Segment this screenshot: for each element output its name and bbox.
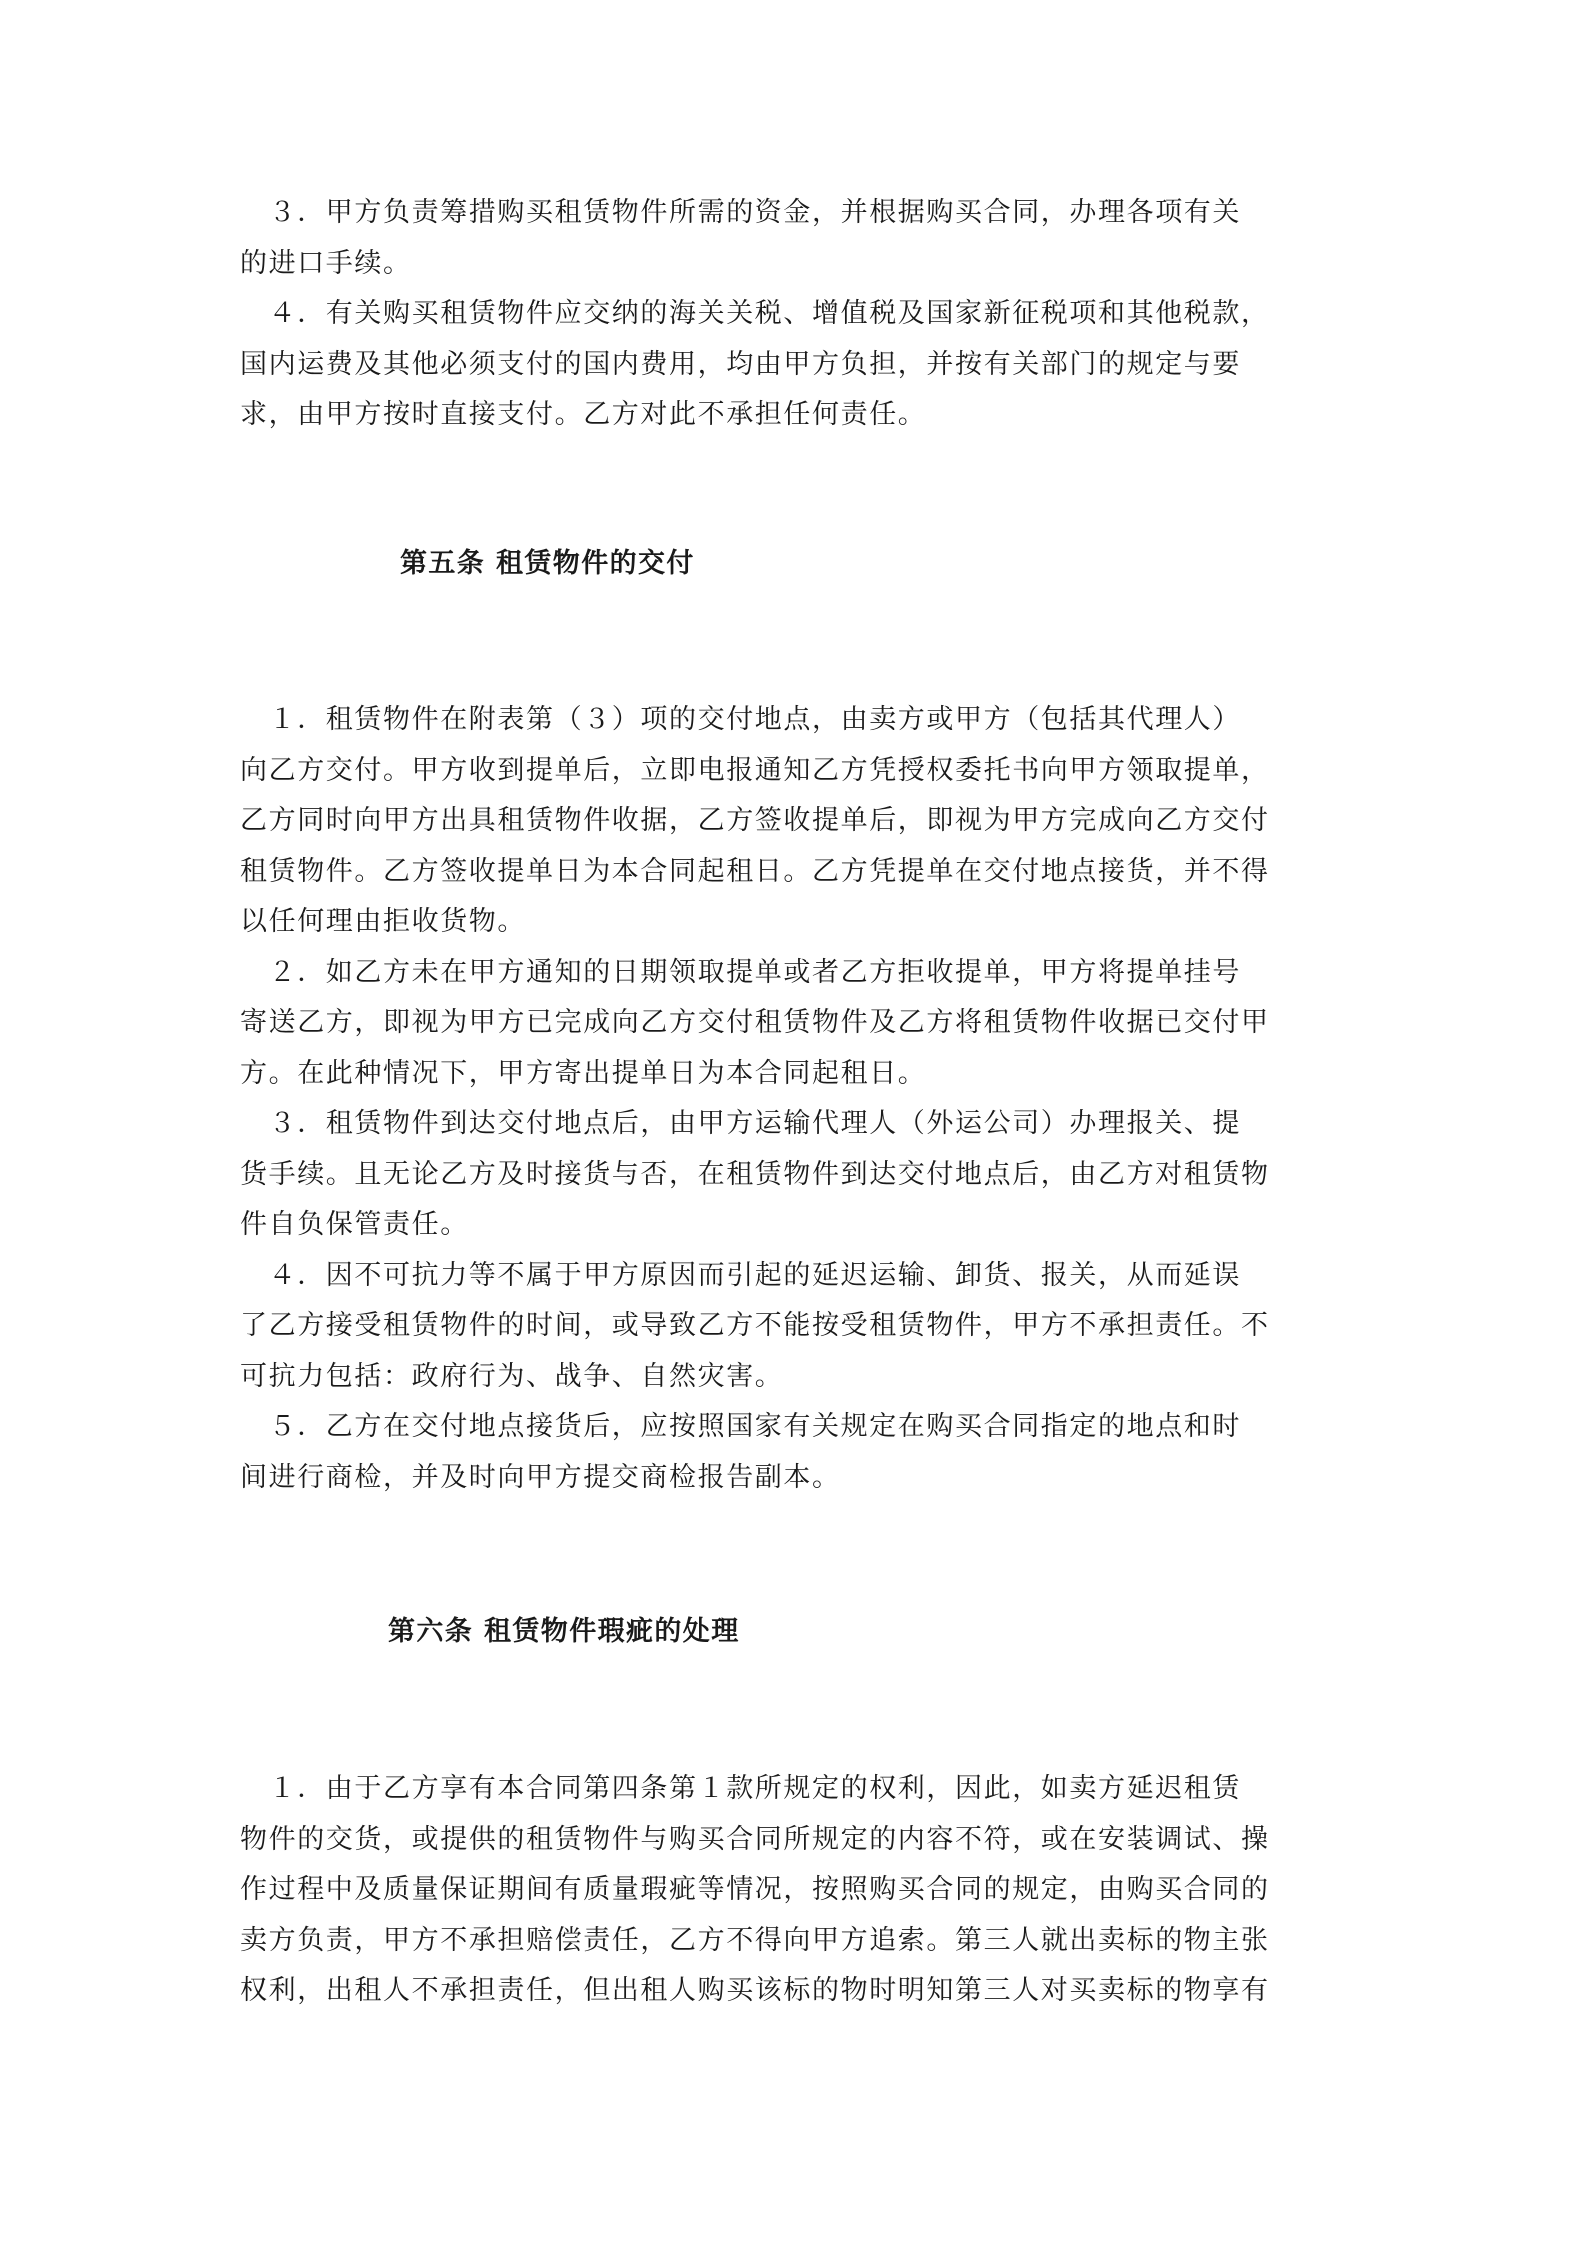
text-line: 向乙方交付。甲方收到提单后，立即电报通知乙方凭授权委托书向甲方领取提单，: [240, 754, 1270, 786]
section-heading-5: 第五条 租赁物件的交付: [400, 548, 695, 579]
text-line: 乙方同时向甲方出具租赁物件收据，乙方签收提单后，即视为甲方完成向乙方交付: [240, 805, 1270, 836]
text-line: 间进行商检，并及时向甲方提交商检报告副本。: [240, 1461, 841, 1493]
text-line: ２．如乙方未在甲方通知的日期领取提单或者乙方拒收提单，甲方将提单挂号: [240, 956, 1241, 988]
text-line: ３．租赁物件到达交付地点后，由甲方运输代理人（外运公司）办理报关、提: [240, 1108, 1241, 1139]
text-line: 了乙方接受租赁物件的时间，或导致乙方不能按受租赁物件，甲方不承担责任。不: [240, 1310, 1270, 1341]
text-line: 权利，出租人不承担责任，但出租人购买该标的物时明知第三人对买卖标的物享有: [240, 1975, 1270, 2006]
text-line: ３．甲方负责筹措购买租赁物件所需的资金，并根据购买合同，办理各项有关: [240, 197, 1241, 228]
text-line: 卖方负责，甲方不承担赔偿责任，乙方不得向甲方追索。第三人就出卖标的物主张: [240, 1924, 1270, 1956]
text-line: 货手续。且无论乙方及时接货与否，在租赁物件到达交付地点后，由乙方对租赁物: [240, 1158, 1270, 1190]
section-5-body: [240, 695, 1270, 1503]
text-line: ４．有关购买租赁物件应交纳的海关关税、增值税及国家新征税项和其他税款，: [240, 298, 1270, 329]
text-line: 寄送乙方，即视为甲方已完成向乙方交付租赁物件及乙方将租赁物件收据已交付甲: [240, 1007, 1270, 1038]
text-line: 租赁物件。乙方签收提单日为本合同起租日。乙方凭提单在交付地点接货，并不得: [240, 855, 1270, 887]
section-6-body: [240, 1764, 1270, 2017]
text-line: 以任何理由拒收货物。: [240, 906, 526, 937]
text-line: 方。在此种情况下，甲方寄出提单日为本合同起租日。: [240, 1057, 927, 1089]
text-line: １．由于乙方享有本合同第四条第１款所规定的权利，因此，如卖方延迟租赁: [240, 1773, 1241, 1804]
text-line: ４．因不可抗力等不属于甲方原因而引起的延迟运输、卸货、报关，从而延误: [240, 1259, 1241, 1291]
text-line: 可抗力包括：政府行为、战争、自然灾害。: [240, 1360, 784, 1392]
text-line: 件自负保管责任。: [240, 1209, 469, 1240]
text-line: 的进口手续。: [240, 247, 412, 279]
text-line: 物件的交货，或提供的租赁物件与购买合同所规定的内容不符，或在安装调试、操: [240, 1823, 1270, 1855]
text-line: １．租赁物件在附表第（３）项的交付地点，由卖方或甲方（包括其代理人）: [240, 704, 1241, 735]
text-line: 国内运费及其他必须支付的国内费用，均由甲方负担，并按有关部门的规定与要: [240, 348, 1241, 380]
intro-paragraphs: [240, 188, 1270, 441]
text-line: ５．乙方在交付地点接货后，应按照国家有关规定在购买合同指定的地点和时: [240, 1411, 1241, 1442]
section-heading-6: 第六条 租赁物件瑕疵的处理: [388, 1616, 740, 1647]
text-line: 求，由甲方按时直接支付。乙方对此不承担任何责任。: [240, 399, 927, 430]
text-line: 作过程中及质量保证期间有质量瑕疵等情况，按照购买合同的规定，由购买合同的: [240, 1874, 1270, 1905]
